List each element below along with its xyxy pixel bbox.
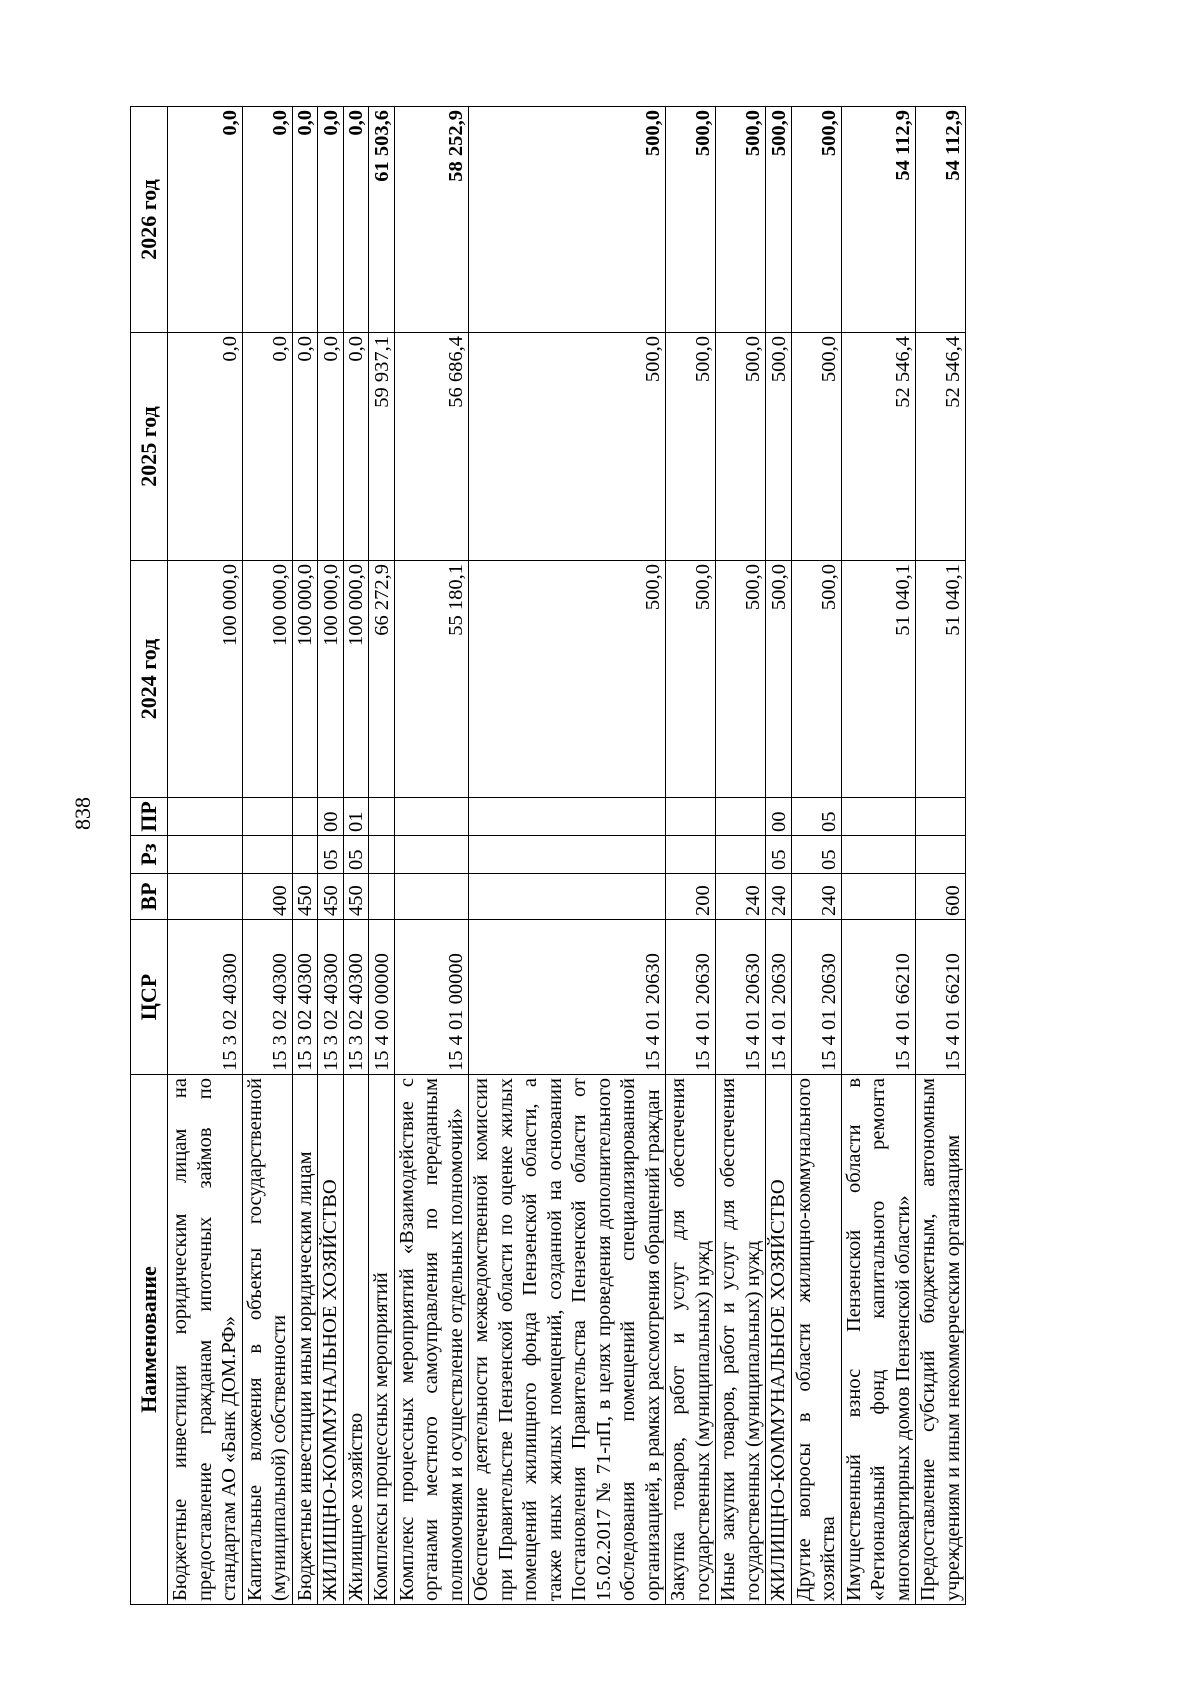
cell-2024: 100 000,0 [168, 561, 243, 798]
page-number: 838 [70, 797, 95, 830]
cell-2026: 500,0 [766, 107, 792, 333]
cell-2024: 500,0 [469, 561, 666, 798]
cell-vr: 240 [716, 874, 766, 920]
cell-2025: 0,0 [343, 333, 369, 561]
cell-2025: 0,0 [242, 333, 292, 561]
cell-name: Бюджетные инвестиции иным юридическим лицам [292, 1075, 318, 1605]
table-row [242, 107, 292, 1605]
cell-rz: 05 [766, 836, 792, 874]
cell-2025: 500,0 [716, 333, 766, 561]
budget-table [130, 106, 966, 1605]
cell-pr: 00 [318, 798, 344, 836]
header-pr: ПР [131, 798, 168, 836]
cell-vr: 240 [791, 874, 841, 920]
cell-vr: 450 [292, 874, 318, 920]
cell-2026: 0,0 [242, 107, 292, 333]
header-2024: 2024 год [131, 561, 168, 798]
cell-csr: 15 3 02 40300 [343, 920, 369, 1075]
cell-pr [469, 798, 666, 836]
table-row [369, 107, 395, 1605]
cell-name: Комплекс процессных мероприятий «Взаимодействие с органами местного самоуправления по переданным полномочиям и осуществление отдельных полномочий» [394, 1075, 469, 1605]
table-row [394, 107, 469, 1605]
cell-rz [841, 836, 916, 874]
cell-vr: 600 [916, 874, 966, 920]
cell-2024: 500,0 [716, 561, 766, 798]
cell-pr [916, 798, 966, 836]
cell-vr [841, 874, 916, 920]
cell-name: Иные закупки товаров, работ и услуг для обеспечения государственных (муниципальных) нужд [716, 1075, 766, 1605]
cell-rz: 05 [343, 836, 369, 874]
table-row [766, 107, 792, 1605]
cell-rz: 05 [791, 836, 841, 874]
cell-pr [394, 798, 469, 836]
cell-name: Обеспечение деятельности межведомственной комиссии при Правительстве Пензенской области по оценке жилых помещений жилищного фонда Пензенской области, а также иных жилых помещений, созданной на основании Постановления Правительства Пензенской области от 15.02.2017 № 71-пП, в целях проведения дополнительного обследования помещений специализированной организацией, в рамках рассмотрения обращений граждан [469, 1075, 666, 1605]
cell-2025: 0,0 [292, 333, 318, 561]
table-row [343, 107, 369, 1605]
table-row [292, 107, 318, 1605]
cell-pr [841, 798, 916, 836]
cell-2025: 0,0 [318, 333, 344, 561]
cell-csr: 15 4 01 20630 [666, 920, 716, 1075]
cell-csr: 15 3 02 40300 [242, 920, 292, 1075]
cell-vr: 450 [343, 874, 369, 920]
header-name: Наименование [131, 1075, 168, 1605]
cell-2026: 500,0 [791, 107, 841, 333]
cell-csr: 15 3 02 40300 [292, 920, 318, 1075]
cell-2024: 100 000,0 [343, 561, 369, 798]
cell-2025: 500,0 [791, 333, 841, 561]
cell-2026: 61 503,6 [369, 107, 395, 333]
cell-2026: 0,0 [292, 107, 318, 333]
cell-2026: 0,0 [168, 107, 243, 333]
table-row [318, 107, 344, 1605]
cell-2026: 54 112,9 [916, 107, 966, 333]
cell-2024: 55 180,1 [394, 561, 469, 798]
cell-pr [716, 798, 766, 836]
cell-2026: 500,0 [666, 107, 716, 333]
cell-2025: 52 546,4 [841, 333, 916, 561]
cell-rz [916, 836, 966, 874]
table-row [469, 107, 666, 1605]
cell-name: Закупка товаров, работ и услуг для обеспечения государственных (муниципальных) нужд [666, 1075, 716, 1605]
table-row [666, 107, 716, 1605]
cell-2025: 0,0 [168, 333, 243, 561]
cell-vr: 240 [766, 874, 792, 920]
header-2026: 2026 год [131, 107, 168, 333]
cell-vr [168, 874, 243, 920]
cell-2025: 59 937,1 [369, 333, 395, 561]
table-row [168, 107, 243, 1605]
cell-pr [666, 798, 716, 836]
cell-vr [369, 874, 395, 920]
cell-name: ЖИЛИЩНО-КОММУНАЛЬНОЕ ХОЗЯЙСТВО [766, 1075, 792, 1605]
cell-name: Бюджетные инвестиции юридическим лицам на предоставление гражданам ипотечных займов по стандартам АО «Банк ДОМ.РФ» [168, 1075, 243, 1605]
cell-2025: 52 546,4 [916, 333, 966, 561]
cell-2026: 0,0 [318, 107, 344, 333]
cell-csr: 15 4 01 66210 [916, 920, 966, 1075]
cell-pr [369, 798, 395, 836]
header-rz: Рз [131, 836, 168, 874]
cell-2026: 500,0 [716, 107, 766, 333]
table-row [791, 107, 841, 1605]
cell-2024: 500,0 [766, 561, 792, 798]
cell-2026: 54 112,9 [841, 107, 916, 333]
cell-csr: 15 4 01 20630 [469, 920, 666, 1075]
cell-vr [394, 874, 469, 920]
header-row [131, 107, 168, 1605]
cell-rz [666, 836, 716, 874]
cell-2025: 500,0 [469, 333, 666, 561]
cell-pr [242, 798, 292, 836]
header-csr: ЦСР [131, 920, 168, 1075]
cell-rz [292, 836, 318, 874]
cell-name: Предоставление субсидий бюджетным, автономным учреждениям и иным некоммерческим организациям [916, 1075, 966, 1605]
header-2025: 2025 год [131, 333, 168, 561]
header-vr: ВР [131, 874, 168, 920]
cell-name: Жилищное хозяйство [343, 1075, 369, 1605]
cell-pr [292, 798, 318, 836]
cell-vr: 200 [666, 874, 716, 920]
cell-vr [469, 874, 666, 920]
cell-pr: 01 [343, 798, 369, 836]
cell-2026: 58 252,9 [394, 107, 469, 333]
cell-rz [168, 836, 243, 874]
cell-2024: 66 272,9 [369, 561, 395, 798]
cell-csr: 15 3 02 40300 [168, 920, 243, 1075]
cell-rz [369, 836, 395, 874]
cell-2024: 100 000,0 [292, 561, 318, 798]
cell-csr: 15 4 00 00000 [369, 920, 395, 1075]
cell-rz: 05 [318, 836, 344, 874]
cell-name: Комплексы процессных мероприятий [369, 1075, 395, 1605]
cell-csr: 15 4 01 20630 [766, 920, 792, 1075]
cell-name: ЖИЛИЩНО-КОММУНАЛЬНОЕ ХОЗЯЙСТВО [318, 1075, 344, 1605]
rotated-table-container [130, 107, 1084, 1605]
cell-name: Имущественный взнос Пензенской области в «Региональный фонд капитального ремонта многоквартирных домов Пензенской области» [841, 1075, 916, 1605]
cell-csr: 15 3 02 40300 [318, 920, 344, 1075]
cell-rz [242, 836, 292, 874]
table-row [716, 107, 766, 1605]
cell-name: Другие вопросы в области жилищно-коммунального хозяйства [791, 1075, 841, 1605]
cell-2024: 51 040,1 [916, 561, 966, 798]
cell-name: Капитальные вложения в объекты государственной (муниципальной) собственности [242, 1075, 292, 1605]
cell-rz [716, 836, 766, 874]
cell-csr: 15 4 01 00000 [394, 920, 469, 1075]
cell-csr: 15 4 01 20630 [716, 920, 766, 1075]
table-row [841, 107, 916, 1605]
cell-vr: 450 [318, 874, 344, 920]
cell-rz [394, 836, 469, 874]
cell-rz [469, 836, 666, 874]
cell-2024: 100 000,0 [242, 561, 292, 798]
cell-2026: 0,0 [343, 107, 369, 333]
cell-csr: 15 4 01 66210 [841, 920, 916, 1075]
cell-2024: 100 000,0 [318, 561, 344, 798]
cell-2024: 51 040,1 [841, 561, 916, 798]
cell-2026: 500,0 [469, 107, 666, 333]
cell-2025: 500,0 [666, 333, 716, 561]
cell-2025: 500,0 [766, 333, 792, 561]
cell-2024: 500,0 [791, 561, 841, 798]
cell-vr: 400 [242, 874, 292, 920]
cell-csr: 15 4 01 20630 [791, 920, 841, 1075]
cell-2025: 56 686,4 [394, 333, 469, 561]
cell-2024: 500,0 [666, 561, 716, 798]
cell-pr: 00 [766, 798, 792, 836]
table-row [916, 107, 966, 1605]
cell-pr [168, 798, 243, 836]
cell-pr: 05 [791, 798, 841, 836]
